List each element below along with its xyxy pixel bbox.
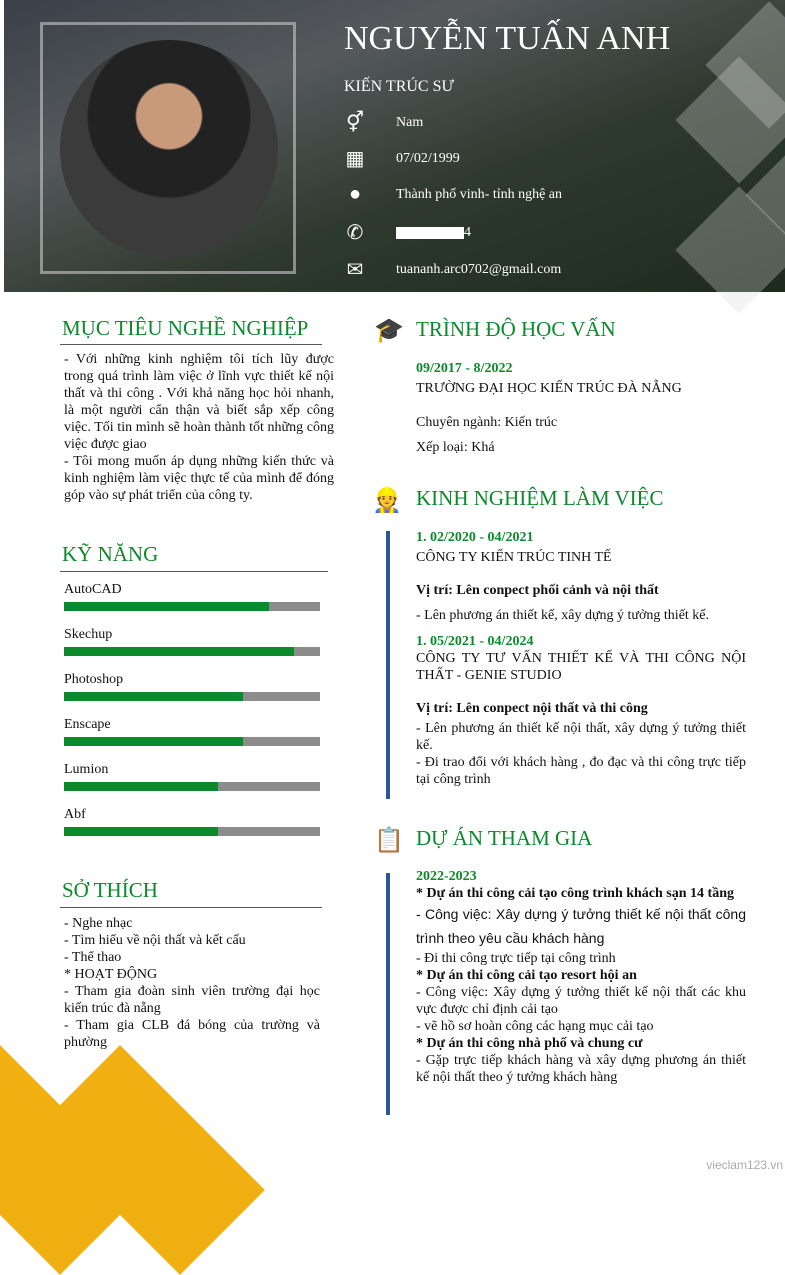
skill-name: Abf	[64, 807, 86, 822]
skill-name: AutoCAD	[64, 582, 122, 597]
phone-icon: ✆	[346, 222, 364, 244]
skill-name: Lumion	[64, 762, 109, 777]
skill-item	[64, 627, 320, 656]
skill-bar-fill	[64, 692, 243, 701]
job-title: KIẾN TRÚC SƯ	[344, 78, 454, 95]
mail-icon: ✉	[346, 259, 364, 281]
calendar-icon: ▦	[345, 148, 365, 170]
skills-title: KỸ NĂNG	[62, 542, 159, 566]
timeline-bar	[386, 531, 390, 799]
skill-bar	[64, 692, 320, 701]
birthday: 07/02/1999	[396, 150, 460, 166]
experience-title: KINH NGHIỆM LÀM VIỆC	[416, 486, 664, 510]
birthday-row	[344, 146, 460, 171]
divider	[60, 571, 328, 572]
education-period: 09/2017 - 8/2022	[416, 361, 513, 376]
gender-row	[344, 110, 423, 135]
address: Thành phố vinh- tỉnh nghệ an	[396, 186, 563, 202]
divider	[60, 344, 322, 345]
skill-item	[64, 582, 320, 611]
hobbies-list: - Nghe nhạc - Tìm hiểu về nội thất và kết cấu - Thể thao * HOẠT ĐỘNG - Tham gia đoàn sinh viên trường đại học kiến trúc đà nẵng - Tham gia CLB đá bóng của trường và phường	[64, 916, 320, 1050]
grade: Xếp loại: Khá	[416, 440, 495, 455]
skill-name: Skechup	[64, 627, 113, 642]
skill-bar-fill	[64, 647, 294, 656]
email-row	[344, 257, 561, 282]
worker-chart-icon: 👷	[372, 488, 402, 514]
gender-icon: ⚥	[345, 112, 365, 134]
location-pin-icon: ●	[348, 183, 362, 205]
skill-bar-fill	[64, 782, 218, 791]
hobbies-title: SỞ THÍCH	[62, 878, 158, 902]
skill-item	[64, 717, 320, 746]
skill-item	[64, 807, 320, 836]
skill-name: Enscape	[64, 717, 111, 732]
timeline-bar	[386, 873, 390, 1115]
graduation-cap-icon: 🎓	[374, 318, 404, 344]
major: Chuyên ngành: Kiến trúc	[416, 415, 558, 430]
email[interactable]: tuananh.arc0702@gmail.com	[396, 261, 562, 277]
candidate-name: NGUYỄN TUẤN ANH	[344, 20, 671, 57]
skill-bar	[64, 602, 320, 611]
objective-text: - Với những kinh nghiệm tôi tích lũy được trong quá trình làm việc ở lĩnh vực thiết kế nội thất và thi công . Với khả năng học hỏi nhanh, là một người cẩn thận và biết sắp xếp công việc. Tối tin mình sẽ hoàn thành tốt những công việc được giao - Tôi mong muốn áp dụng những kiến thức và kinh nghiệm làm việc thực tế của mình để đóng góp vào sự phát triển của công ty.	[64, 352, 334, 503]
watermark: vieclam123.vn	[706, 1158, 783, 1172]
school-name: TRƯỜNG ĐẠI HỌC KIẾN TRÚC ĐÀ NẴNG	[416, 381, 682, 396]
skill-name: Photoshop	[64, 672, 124, 687]
experience-item: 1. 02/2020 - 04/2021 CÔNG TY KIẾN TRÚC TINH TẾ Vị trí: Lên conpect phối cảnh và nội thất - Lên phương án thiết kế, xây dựng ý tưởng thiết kế. 1. 05/2021 - 04/2024 CÔNG TY TƯ VẤN THIẾT KẾ VÀ THI CÔNG NỘI THẤT - GENIE STUDIO Vị trí: Lên conpect nội thất và thi công - Lên phương án thiết kế nội thất, xây dựng ý tưởng thiết kế. - Đi trao đổi với khách hàng , đo đạc và thi công trực tiếp tại công trình	[416, 530, 746, 787]
address-row	[344, 183, 562, 206]
objective-title: MỤC TIÊU NGHỀ NGHIỆP	[62, 316, 309, 340]
skill-bar-fill	[64, 602, 269, 611]
skill-bar	[64, 782, 320, 791]
projects-title: DỰ ÁN THAM GIA	[416, 826, 593, 850]
skill-item	[64, 672, 320, 701]
skill-bar	[64, 827, 320, 836]
phone: 4	[464, 224, 471, 240]
education-title: TRÌNH ĐỘ HỌC VẤN	[416, 317, 616, 341]
phone-redacted	[396, 227, 464, 239]
skill-bar	[64, 647, 320, 656]
project-document-icon: 📋	[374, 828, 404, 854]
divider	[60, 907, 322, 908]
skill-bar	[64, 737, 320, 746]
avatar	[60, 40, 278, 258]
projects-list: 2022-2023 * Dự án thi công cải tạo công trình khách sạn 14 tầng - Công việc: Xây dựng ý tưởng thiết kế nội thất công trình theo yêu cầu khách hàng - Đi thi công trực tiếp tại công trình * Dự án thi công cải tạo resort hội an - Công việc: Xây dựng ý tưởng thiết kế nội thất các khu vực được chỉ định cải tạo - vẽ hồ sơ hoàn công các hạng mục cải tạo * Dự án thi công nhà phố và chung cư - Gặp trực tiếp khách hàng và xây dựng phương án thiết kế nội thất theo ý tưởng khách hàng	[416, 869, 746, 1085]
skill-bar-fill	[64, 827, 218, 836]
skill-item	[64, 762, 320, 791]
skill-bar-fill	[64, 737, 243, 746]
phone-row	[344, 220, 471, 245]
gender: Nam	[396, 114, 424, 130]
